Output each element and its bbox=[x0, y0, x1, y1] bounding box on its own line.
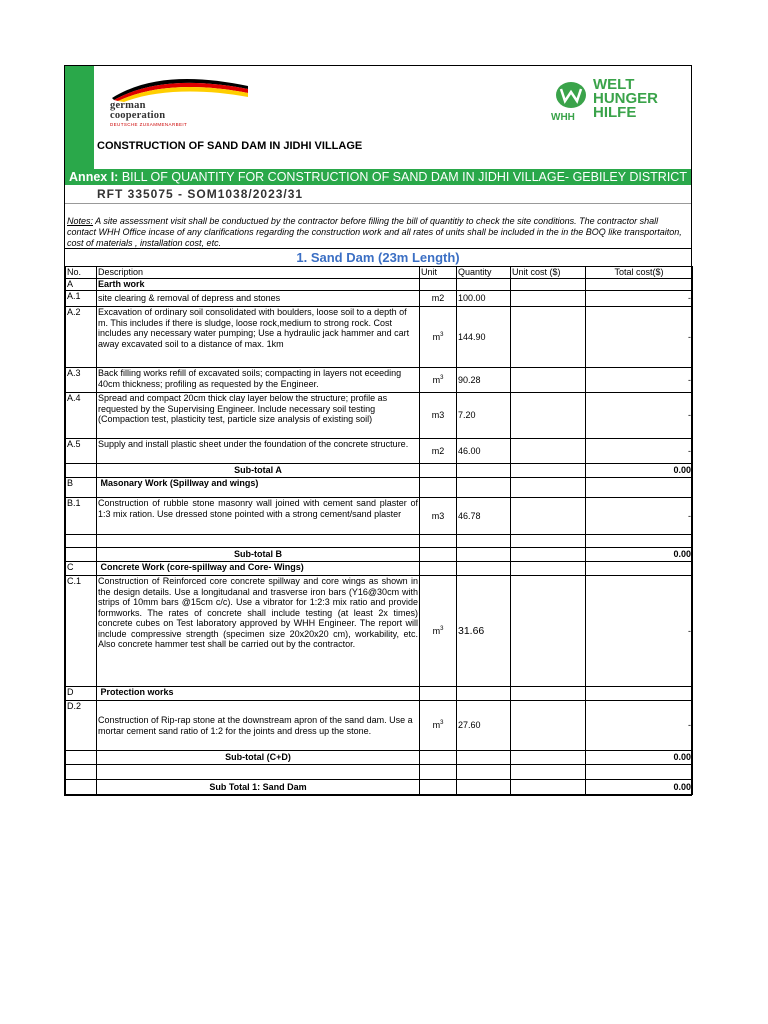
row-total: - bbox=[586, 701, 693, 751]
logo-text-german: german bbox=[110, 100, 146, 111]
row-no: C.1 bbox=[66, 576, 97, 687]
logo-text-deutsche: DEUTSCHE ZUSAMMENARBEIT bbox=[110, 122, 188, 127]
row-no: A.3 bbox=[66, 368, 97, 393]
logo-text-welt: WELT bbox=[593, 76, 635, 93]
total-value: 0.00 bbox=[586, 780, 693, 795]
row-unit-cost[interactable] bbox=[511, 307, 586, 368]
row-no: D.2 bbox=[66, 701, 97, 751]
row-unit: m2 bbox=[420, 439, 457, 464]
row-no: A.1 bbox=[66, 291, 97, 307]
row-unit: m2 bbox=[420, 291, 457, 307]
empty-row bbox=[66, 535, 693, 548]
subtotal-row bbox=[66, 780, 693, 795]
row-description: Spread and compact 20cm thick clay layer below the structure; profile as requested by the Supervising Engineer. Include necessary soil testing (Compaction test, plasticity test, particle size analysis of existing soil) bbox=[97, 393, 420, 439]
table-row bbox=[66, 576, 693, 687]
row-unit-cost[interactable] bbox=[511, 498, 586, 535]
row-no: A.4 bbox=[66, 393, 97, 439]
table-header-row bbox=[66, 267, 693, 279]
row-quantity: 27.60 bbox=[457, 701, 511, 751]
boq-sheet bbox=[64, 65, 692, 796]
table-row bbox=[66, 393, 693, 439]
row-description: Supply and install plastic sheet under the foundation of the concrete structure. bbox=[97, 439, 420, 464]
row-quantity: 46.78 bbox=[457, 498, 511, 535]
rft-reference: RFT 335075 - SOM1038/2023/31 bbox=[65, 185, 691, 204]
row-description: Concrete Work (core-spillway and Core- Wings) bbox=[97, 562, 420, 576]
row-unit-cost[interactable] bbox=[511, 393, 586, 439]
empty-row bbox=[66, 765, 693, 780]
row-description: Earth work bbox=[97, 279, 420, 291]
whh-leaf-icon bbox=[555, 80, 587, 110]
subtotal-label: Sub-total (C+D) bbox=[97, 751, 420, 765]
row-unit: m3 bbox=[420, 498, 457, 535]
table-row bbox=[66, 687, 693, 701]
row-unit: $m^3$ bbox=[420, 307, 457, 368]
subtotal-label: Sub-total B bbox=[97, 548, 420, 562]
german-flag-swoosh-icon bbox=[110, 76, 250, 102]
row-no: D bbox=[66, 687, 97, 701]
row-no: B bbox=[66, 478, 97, 498]
row-description: Construction of rubble stone masonry wall joined with cement sand plaster of 1:3 mix ration. Use dressed stone pointed with a strong cement/sand plaster bbox=[97, 498, 420, 535]
header bbox=[65, 66, 691, 169]
row-quantity: 7.20 bbox=[457, 393, 511, 439]
row-description: Excavation of ordinary soil consolidated with boulders, loose soil to a depth of m. This includes if there is sludge, loose rock,medium to strong rock. Cost includes any necessary water pumping; Use a hydraulic jack hammer and cart away excavated soil to a distance of max. 1km bbox=[97, 307, 420, 368]
row-quantity: 46.00 bbox=[457, 439, 511, 464]
table-row bbox=[66, 562, 693, 576]
table-row bbox=[66, 368, 693, 393]
table-row bbox=[66, 307, 693, 368]
row-unit: m3 bbox=[420, 393, 457, 439]
subtotal-row bbox=[66, 751, 693, 765]
row-description: Back filling works refill of excavated soils; compacting in layers not eceeding 40cm thickness; profiling as requested by the Engineer. bbox=[97, 368, 420, 393]
welthungerhilfe-logo bbox=[551, 76, 665, 128]
subtotal-value: 0.00 bbox=[586, 464, 693, 478]
col-header-total: Total cost($) bbox=[586, 267, 693, 279]
table-row bbox=[66, 498, 693, 535]
row-unit-cost[interactable] bbox=[511, 439, 586, 464]
row-total: - bbox=[586, 393, 693, 439]
green-side-bar bbox=[65, 66, 94, 169]
col-header-unit-cost: Unit cost ($) bbox=[511, 267, 586, 279]
row-unit-cost[interactable] bbox=[511, 368, 586, 393]
row-total: - bbox=[586, 368, 693, 393]
row-no: A.5 bbox=[66, 439, 97, 464]
notes-label: Notes: bbox=[67, 216, 94, 226]
row-description: Masonary Work (Spillway and wings) bbox=[97, 478, 420, 498]
row-quantity: 144.90 bbox=[457, 307, 511, 368]
project-title: CONSTRUCTION OF SAND DAM IN JIDHI VILLAGE bbox=[97, 140, 363, 152]
row-description: Construction of Rip-rap stone at the downstream apron of the sand dam. Use a mortar cement sand ratio of 1:2 for the joints and dress up the stone. bbox=[97, 701, 420, 751]
row-quantity: 100.00 bbox=[457, 291, 511, 307]
row-quantity: 31.66 bbox=[457, 576, 511, 687]
table-row bbox=[66, 478, 693, 498]
subtotal-value: 0.00 bbox=[586, 751, 693, 765]
annex-prefix: Annex I: bbox=[69, 170, 119, 184]
row-quantity: 90.28 bbox=[457, 368, 511, 393]
total-label: Sub Total 1: Sand Dam bbox=[97, 780, 420, 795]
boq-table bbox=[65, 266, 693, 795]
row-total: - bbox=[586, 307, 693, 368]
subtotal-value: 0.00 bbox=[586, 548, 693, 562]
logo-text-whh: WHH bbox=[551, 112, 575, 123]
row-unit: $m^3$ bbox=[420, 701, 457, 751]
row-description: Construction of Reinforced core concrete spillway and core wings as shown in the design details. Use a longitudanal and trasverse iron bars (Y16@30cm with strips of 10mm bars @15cm c/c). Use a vibrator for 1:2:3 mix ratio and provide formworks. The rates of concrete shall include testing (at least 2x times) concrete cubes on Test laboratory approved by WHH Engineer. The report will include compressive strength (specimen size 20x20x20 cm), workability, etc. Also concrete hammer test shall be carried out by the contractor. bbox=[97, 576, 420, 687]
col-header-unit: Unit bbox=[420, 267, 457, 279]
logo-text-cooperation: cooperation bbox=[110, 110, 166, 121]
notes-text: A site assessment visit shall be conductued by the contractor before filling the bill of quantitiy to check the site conditions. The contractor shall contact WHH Office incase of any clarifications regarding the construction work and all rates of units shall be included in the in the BOQ like transportaiton, cost of materials , installation cost, etc. bbox=[67, 216, 682, 248]
row-no: B.1 bbox=[66, 498, 97, 535]
table-row bbox=[66, 279, 693, 291]
row-total: - bbox=[586, 439, 693, 464]
subtotal-label: Sub-total A bbox=[97, 464, 420, 478]
row-total: - bbox=[586, 498, 693, 535]
row-unit-cost[interactable] bbox=[511, 701, 586, 751]
row-no: A bbox=[66, 279, 97, 291]
row-total: - bbox=[586, 291, 693, 307]
section-title: 1. Sand Dam (23m Length) bbox=[65, 248, 691, 266]
table-row bbox=[66, 291, 693, 307]
row-no: C bbox=[66, 562, 97, 576]
col-header-quantity: Quantity bbox=[457, 267, 511, 279]
subtotal-row bbox=[66, 464, 693, 478]
annex-title: BILL OF QUANTITY FOR CONSTRUCTION OF SAND DAM IN JIDHI VILLAGE- GEBILEY DISTRICT bbox=[121, 170, 687, 184]
logo-text-hilfe: HILFE bbox=[593, 104, 637, 121]
row-unit-cost[interactable] bbox=[511, 576, 586, 687]
notes bbox=[65, 204, 691, 248]
row-unit-cost[interactable] bbox=[511, 291, 586, 307]
col-header-description: Description bbox=[97, 267, 420, 279]
table-row bbox=[66, 701, 693, 751]
subtotal-row bbox=[66, 548, 693, 562]
row-unit: $m^3$ bbox=[420, 576, 457, 687]
row-unit: $m^3$ bbox=[420, 368, 457, 393]
german-cooperation-logo bbox=[110, 76, 250, 128]
table-row bbox=[66, 439, 693, 464]
logo-text-hunger: HUNGER bbox=[593, 90, 659, 107]
annex-title-bar bbox=[65, 169, 691, 185]
row-description: site clearing & removal of depress and stones bbox=[97, 291, 420, 307]
row-description: Protection works bbox=[97, 687, 420, 701]
row-total: - bbox=[586, 576, 693, 687]
row-no: A.2 bbox=[66, 307, 97, 368]
col-header-no: No. bbox=[66, 267, 97, 279]
